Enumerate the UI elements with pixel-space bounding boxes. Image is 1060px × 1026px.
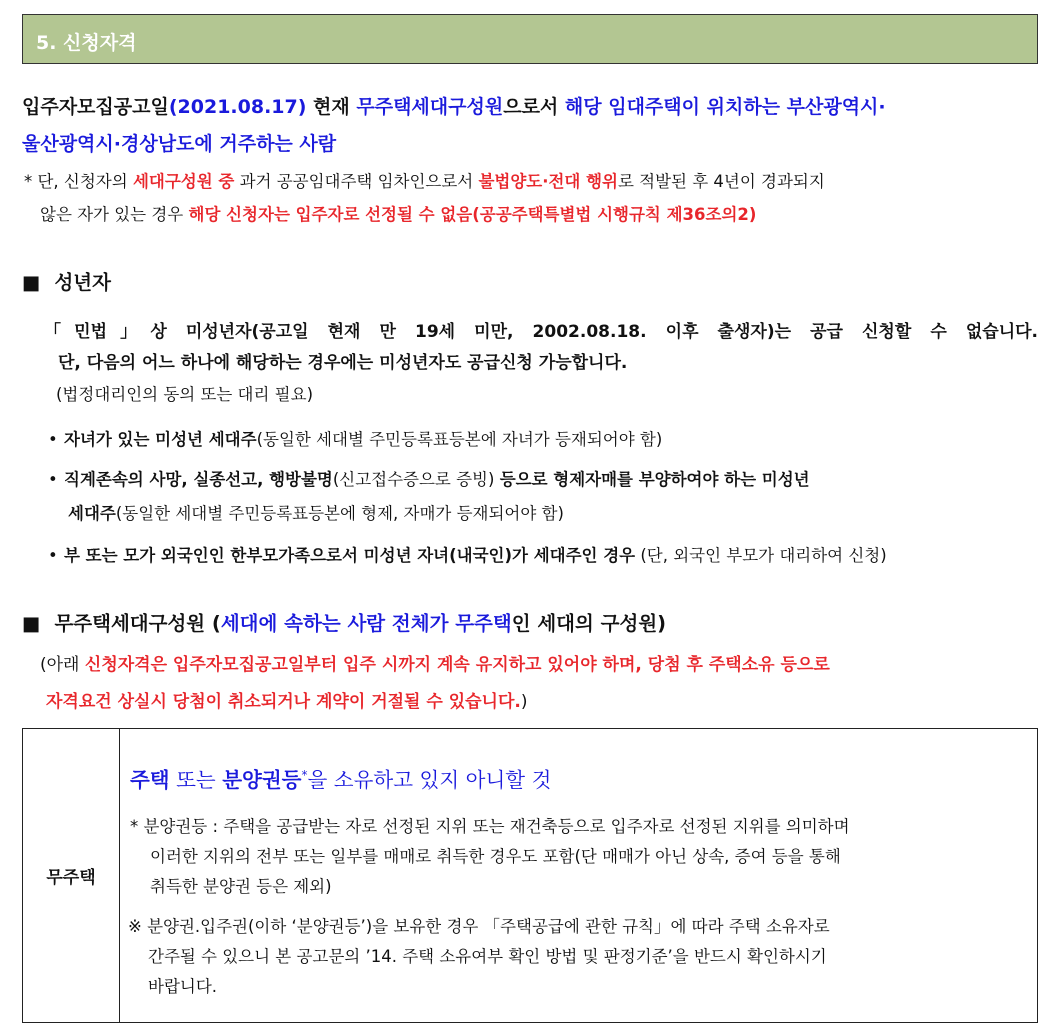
footnote-2-line-1: ※ 분양권.입주권(이하 ‘분양권등’)을 보유한 경우 「주택공급에 관한 규칙」에 따라 주택 소유자로 (128, 917, 830, 936)
intro-note-line-2 (40, 201, 756, 225)
table-label-cell (23, 729, 120, 1023)
condition-highlight: 주택 (130, 768, 170, 792)
note-highlight: 불법양도·전대 행위 (478, 172, 618, 191)
intro-text: 현재 (306, 96, 357, 118)
main-condition (130, 763, 551, 793)
bullet-text: (동일한 세대별 주민등록표등본에 자녀가 등재되어야 함) (256, 430, 663, 449)
note-text: 로 적발된 후 4년이 경과되지 (618, 172, 825, 191)
note-highlight: 해당 신청자는 입주자로 선정될 수 없음(공공주택특별법 시행규칙 제36조의2) (188, 205, 757, 224)
bullet-text: (단, 외국인 부모가 대리하여 신청) (635, 546, 887, 565)
square-bullet-icon: ■ (22, 271, 41, 294)
bullet-icon: • (48, 470, 58, 489)
note-text: * 단, 신청자의 (24, 172, 133, 191)
footnote-2-line-3: 바랍니다. (148, 977, 218, 996)
intro-text: 으로서 (503, 96, 565, 118)
section-header-bar (22, 14, 1038, 64)
bullet-text: (동일한 세대별 주민등록표등본에 형제, 자매가 등재되어야 함) (115, 504, 564, 523)
condition-line-1 (40, 650, 830, 675)
bullet-bold: 부 또는 모가 외국인인 한부모가족으로서 미성년 자녀(내국인)가 세대주인 경우 (64, 546, 636, 565)
homeless-heading-text: 무주택세대구성원 ( (54, 612, 221, 635)
minor-restriction-line: 「민법」상 미성년자(공고일 현재 만 19세 미만, 2002.08.18. 이후 출생자)는 공급 신청할 수 없습니다. (44, 322, 1038, 342)
homeless-heading-highlight: 세대에 속하는 사람 전체가 무주택 (220, 612, 512, 635)
square-bullet-icon: ■ (22, 612, 41, 635)
bullet-text: (신고접수증으로 증빙) (332, 470, 500, 489)
intro-line-1 (22, 92, 886, 119)
condition-text: ) (520, 692, 528, 712)
footnote-2-line-2: 간주될 수 있으니 본 공고문의 ’14. 주택 소유여부 확인 방법 및 판정기준’을 반드시 확인하시기 (148, 947, 827, 966)
adult-heading-text: 성년자 (54, 271, 111, 294)
bullet-item-1 (48, 426, 662, 450)
footnote-1-line-1: * 분양권등 : 주택을 공급받는 자로 선정된 지위 또는 재건축등으로 입주자로 선정된 지위를 의미하며 (130, 817, 850, 836)
note-text: 과거 공공임대주택 임차인으로서 (234, 172, 479, 191)
minor-exception-line: 단, 다음의 어느 하나에 해당하는 경우에는 미성년자도 공급신청 가능합니다. (58, 353, 628, 373)
condition-highlight: 분양권등 (222, 768, 302, 792)
footnote-1-line-3: 취득한 분양권 등은 제외) (150, 877, 332, 896)
table-content-cell (120, 729, 1038, 1023)
bullet-bold: 자녀가 있는 미성년 세대주 (64, 430, 257, 449)
section-title: 5. 신청자격 (36, 32, 137, 54)
table-label: 무주택 (46, 868, 96, 888)
intro-line-2: 울산광역시·경상남도에 거주하는 사람 (22, 133, 337, 155)
condition-text: 또는 (169, 768, 223, 792)
condition-text: (아래 (40, 655, 85, 675)
bullet-icon: • (48, 430, 58, 449)
bullet-icon: • (48, 546, 58, 565)
intro-text: 입주자모집공고일 (22, 96, 169, 118)
note-text: 않은 자가 있는 경우 (40, 205, 189, 224)
homeless-heading-text: 인 세대의 구성원) (511, 612, 667, 635)
intro-highlight: 무주택세대구성원 (356, 96, 504, 118)
condition-highlight: 신청자격은 입주자모집공고일부터 입주 시까지 계속 유지하고 있어야 하며, 당첨 후 주택소유 등으로 (84, 655, 830, 675)
condition-text: 을 소유하고 있지 아니할 것 (307, 768, 552, 792)
announcement-date: (2021.08.17) (168, 96, 307, 118)
bullet-item-2 (48, 466, 810, 490)
intro-note-line-1 (24, 168, 825, 192)
bullet-bold: 세대주 (68, 504, 116, 523)
bullet-item-3 (48, 542, 887, 566)
bullet-item-2-cont (68, 500, 564, 524)
bullet-bold: 직계존속의 사망, 실종선고, 행방불명 (64, 470, 333, 489)
condition-highlight: 자격요건 상실시 당첨이 취소되거나 계약이 거절될 수 있습니다. (46, 692, 521, 712)
footnote-marker: * (301, 768, 308, 783)
note-highlight: 세대구성원 중 (132, 172, 235, 191)
bullet-bold: 등으로 형제자매를 부양하여야 하는 미성년 (499, 470, 810, 489)
homeless-heading (22, 608, 666, 636)
condition-line-2 (46, 687, 528, 712)
homeless-criteria-table (22, 728, 1038, 1023)
adult-heading (22, 267, 111, 295)
footnote-1-line-2: 이러한 지위의 전부 또는 일부를 매매로 취득한 경우도 포함(단 매매가 아닌 상속, 증여 등을 통해 (150, 847, 841, 866)
guardian-note: (법정대리인의 동의 또는 대리 필요) (56, 385, 313, 404)
intro-region: 해당 임대주택이 위치하는 부산광역시· (564, 96, 886, 118)
